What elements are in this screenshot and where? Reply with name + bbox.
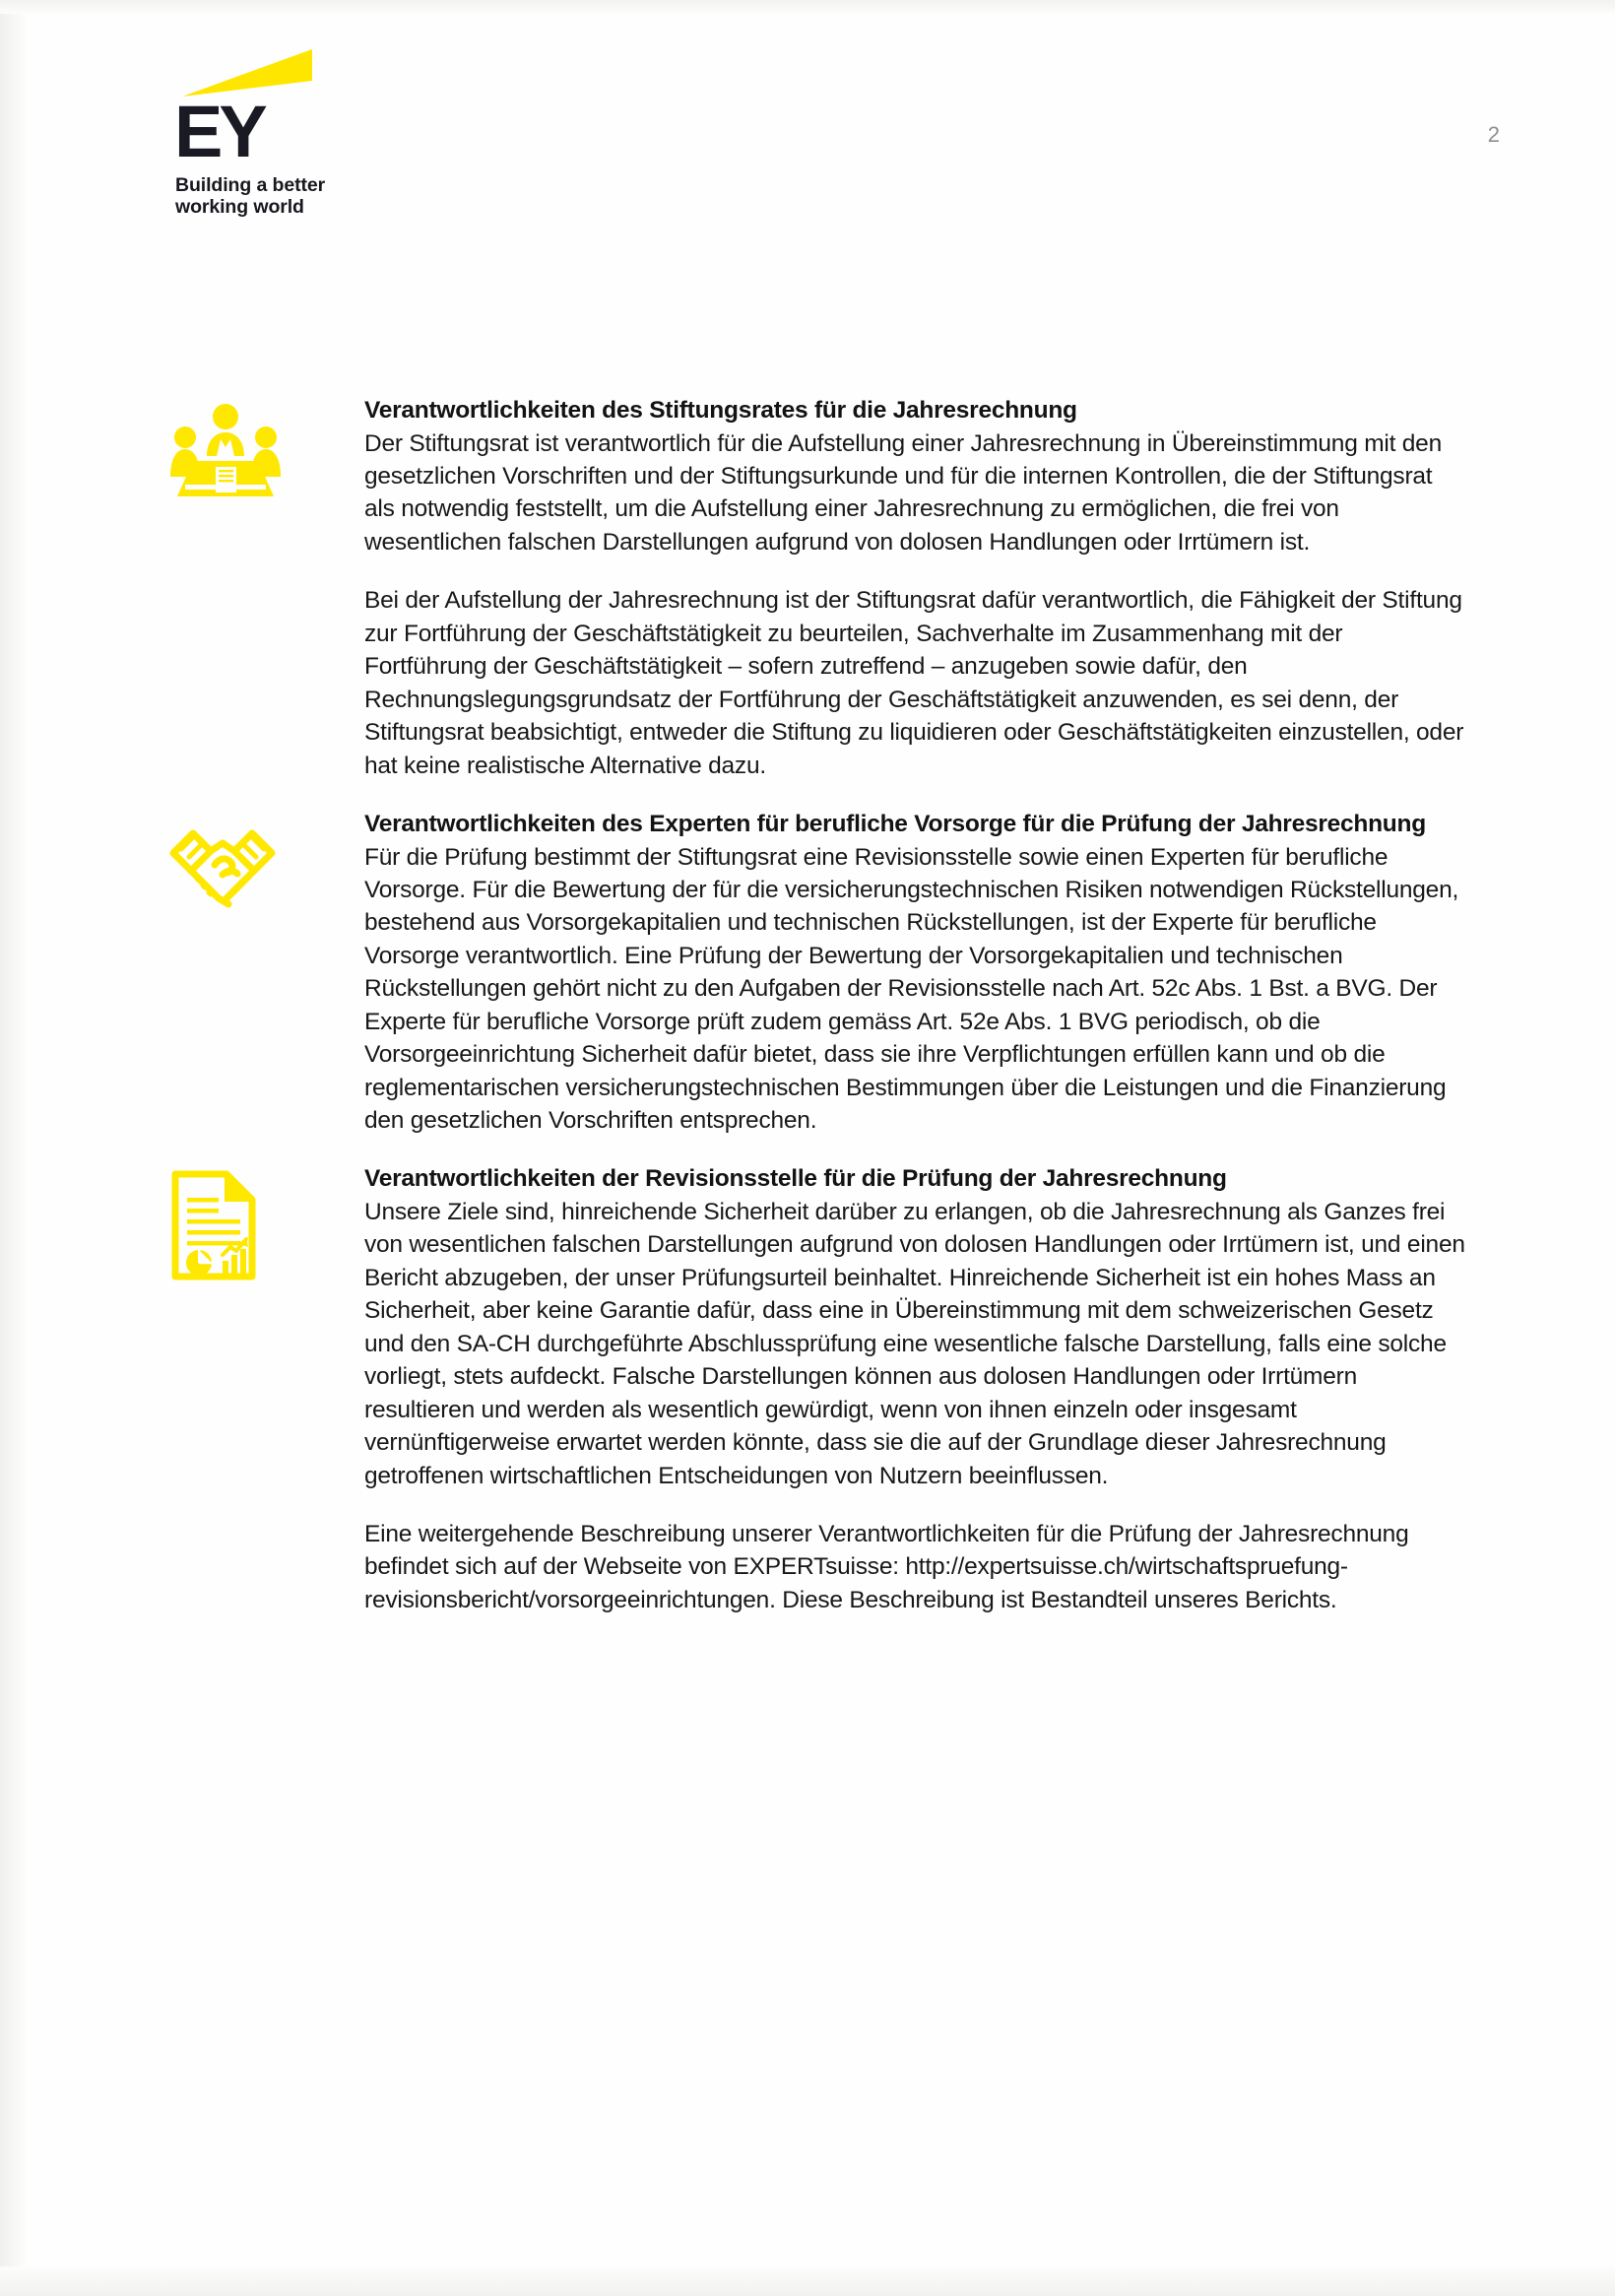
ey-tagline-line2: working world (175, 196, 304, 219)
section-heading: Verantwortlichkeiten des Stiftungsrates für die Jahresrechnung (364, 397, 1077, 424)
section-icon-container (0, 1162, 364, 1282)
section-heading: Verantwortlichkeiten des Experten für berufliche Vorsorge für die Prüfung der Jahresrechnung (364, 810, 1426, 837)
report-document-icon (167, 1168, 264, 1282)
ey-tagline (175, 174, 507, 220)
section-text-container (364, 808, 1615, 1138)
page-number: 2 (1487, 122, 1500, 147)
ey-tagline-line1: Building a better (175, 173, 326, 196)
section-paragraph: Für die Prüfung bestimmt der Stiftungsrat eine Revisionsstelle sowie einen Experten für berufliche Vorsorge. Für die Bewertung der für die versicherungstechnischen Risiken notwendigen Rückstellungen, bestehend aus Vorsorgekapitalien und technischen Rückstellungen, ist der Experte für berufliche Vorsorge verantwortlich. Eine Prüfung der Bewertung der Vorsorgekapitalien und technischen Rückstellungen gehört nicht zu den Aufgaben der Revisionsstelle nach Art. 52c Abs. 1 Bst. a BVG. Der Experte für berufliche Vorsorge prüft zudem gemäss Art. 52e Abs. 1 BVG periodisch, ob die Vorsorgeeinrichtung Sicherheit dafür bietet, dass sie ihre Verpflichtungen erfüllen kann und ob die reglementarischen versicherungstechnischen Bestimmungen über die Leistungen und die Finanzierung den gesetzlichen Vorschriften entsprechen. (364, 843, 1459, 1134)
section-paragraph: Bei der Aufstellung der Jahresrechnung ist der Stiftungsrat dafür verantwortlich, die Fähigkeit der Stiftung zur Fortführung der Geschäftstätigkeit zu beurteilen, Sachverhalte im Zusammenhang mit der Fortführung der Geschäftstätigkeit – sofern zutreffend – anzugeben sowie dafür, den Rechnungslegungsgrundsatz der Fortführung der Geschäftstätigkeit anzuwenden, es sei denn, der Stiftungsrat beabsichtigt, entweder die Stiftung zu liquidieren oder Geschäftstätigkeiten einzustellen, oder hat keine realistische Alternative dazu. (364, 587, 1464, 779)
section-paragraph: Unsere Ziele sind, hinreichende Sicherheit darüber zu erlangen, ob die Jahresrechnung als Ganzes frei von wesentlichen falschen Darstellungen aufgrund von dolosen Handlungen oder Irrtümern ist, und einen Bericht abzugeben, der unser Prüfungsurteil beinhaltet. Hinreichende Sicherheit ist ein hohes Mass an Sicherheit, aber keine Garantie dafür, dass eine in Übereinstimmung mit dem schweizerischen Gesetz und den SA-CH durchgeführte Abschlussprüfung eine wesentliche falsche Darstellung, falls eine solche vorliegt, stets aufdeckt. Falsche Darstellungen können aus dolosen Handlungen oder Irrtümern resultieren und werden als wesentlich gewürdigt, wenn von ihnen einzeln oder insgesamt vernünftigerweise erwartet werden könnte, dass sie die auf der Grundlage dieser Jahresrechnung getroffenen wirtschaftlichen Entscheidungen von Nutzern beeinflussen. (364, 1199, 1465, 1489)
section-paragraph-with-url: Eine weitergehende Beschreibung unserer Verantwortlichkeiten für die Prüfung der Jahresrechnung befindet sich auf der Webseite von EXPERTsuisse: http://expertsuisse.ch/wirtschaftspruefung-revisionsbericht/vorsorgeeinrichtungen. Diese Beschreibung ist Bestandteil unseres Berichts. (364, 1520, 1409, 1613)
ey-letterhead (172, 47, 507, 219)
section-heading: Verantwortlichkeiten der Revisionsstelle für die Prüfung der Jahresrechnung (364, 1165, 1227, 1193)
section-icon-container (0, 808, 364, 912)
section-experte-vorsorge (0, 808, 1615, 1138)
document-body (0, 394, 1615, 1616)
section-text-container (364, 394, 1615, 782)
section-revisionsstelle (0, 1162, 1615, 1616)
handshake-icon (167, 814, 278, 912)
section-icon-container (0, 394, 364, 502)
section-text-container (364, 1162, 1615, 1616)
board-meeting-icon (167, 400, 284, 502)
scan-edge-bottom (0, 2266, 1615, 2296)
section-paragraph: Der Stiftungsrat ist verantwortlich für die Aufstellung einer Jahresrechnung in Übereinstimmung mit den gesetzlichen Vorschriften und der Stiftungsurkunde und für die internen Kontrollen, die der Stiftungsrat als notwendig feststellt, um die Aufstellung einer Jahresrechnung zu ermöglichen, die frei von wesentlichen falschen Darstellungen aufgrund von dolosen Handlungen oder Irrtümern ist. (364, 429, 1442, 556)
ey-wordmark: EY (174, 91, 264, 172)
scan-edge-top (0, 0, 1615, 14)
section-stiftungsrat (0, 394, 1615, 782)
